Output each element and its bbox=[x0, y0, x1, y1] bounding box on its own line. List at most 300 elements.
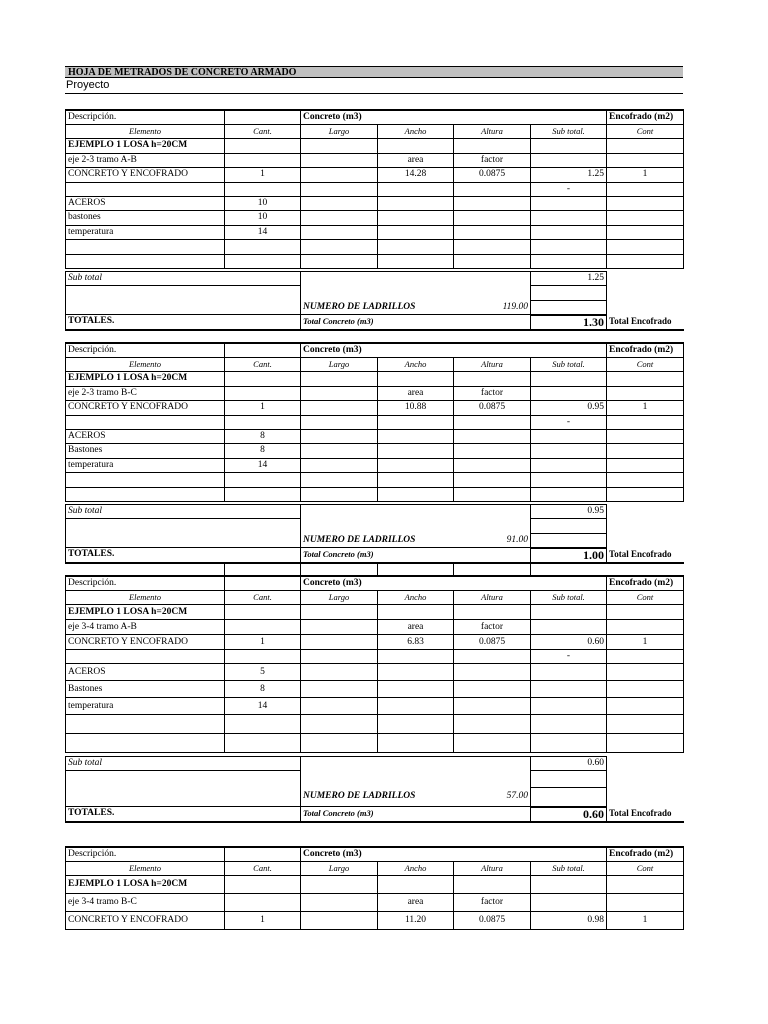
empty-cell bbox=[301, 196, 378, 211]
empty-cell bbox=[607, 372, 684, 387]
block-table bbox=[65, 342, 684, 577]
empty-cell bbox=[225, 605, 301, 620]
descripcion-header: Descripción. bbox=[66, 110, 225, 125]
altura-header: Altura bbox=[454, 125, 531, 139]
area-label: area bbox=[378, 894, 454, 912]
table-row bbox=[66, 225, 684, 240]
empty-cell bbox=[378, 681, 454, 698]
empty-cell bbox=[454, 473, 531, 488]
item-subtotal: 0.98 bbox=[531, 912, 607, 930]
empty-cell bbox=[531, 734, 607, 753]
empty-cell bbox=[66, 715, 225, 734]
empty-cell bbox=[225, 576, 301, 591]
empty-cell bbox=[301, 894, 378, 912]
ladrillos-value: 57.00 bbox=[506, 791, 528, 802]
item-ancho: 10.88 bbox=[378, 401, 454, 416]
total-concreto-label: Total Concreto (m3) bbox=[301, 315, 531, 330]
block-table bbox=[65, 109, 684, 331]
item-ancho: 14.28 bbox=[378, 168, 454, 183]
ancho-header: Ancho bbox=[378, 358, 454, 372]
altura-header: Altura bbox=[454, 358, 531, 372]
table-row bbox=[66, 168, 684, 183]
empty-cell bbox=[454, 415, 531, 429]
elemento-header: Elemento bbox=[66, 591, 225, 605]
table-row bbox=[66, 240, 684, 255]
empty-cell bbox=[378, 225, 454, 240]
empty-cell bbox=[607, 386, 684, 401]
empty-cell bbox=[301, 876, 378, 894]
aceros-label: ACEROS bbox=[66, 664, 225, 681]
empty-cell bbox=[454, 698, 531, 715]
empty-cell bbox=[378, 182, 454, 196]
empty-cell bbox=[225, 415, 301, 429]
empty-cell bbox=[531, 894, 607, 912]
empty-cell bbox=[454, 757, 531, 771]
table-row bbox=[66, 757, 684, 771]
table-row bbox=[66, 386, 684, 401]
total-encofrado-label: Total Encofrado bbox=[607, 807, 684, 822]
numero-ladrillos-label: NUMERO DE LADRILLOS bbox=[303, 534, 416, 545]
ejemplo-label: EJEMPLO 1 LOSA h=20CM bbox=[66, 605, 225, 620]
empty-cell bbox=[301, 240, 378, 255]
table-row bbox=[66, 415, 684, 429]
ejemplo-label: EJEMPLO 1 LOSA h=20CM bbox=[66, 876, 225, 894]
empty-cell bbox=[607, 429, 684, 444]
table-row bbox=[66, 125, 684, 139]
empty-cell bbox=[607, 458, 684, 473]
empty-cell bbox=[378, 415, 454, 429]
table-row bbox=[66, 807, 684, 822]
empty-cell bbox=[531, 698, 607, 715]
empty-cell bbox=[378, 605, 454, 620]
empty-cell bbox=[454, 372, 531, 387]
aceros-label: ACEROS bbox=[66, 429, 225, 444]
empty-cell bbox=[301, 458, 378, 473]
empty-cell bbox=[607, 225, 684, 240]
empty-cell bbox=[66, 534, 301, 548]
empty-cell bbox=[301, 681, 378, 698]
empty-cell bbox=[454, 225, 531, 240]
table-row bbox=[66, 272, 684, 286]
empty-cell bbox=[454, 444, 531, 459]
empty-cell bbox=[378, 505, 454, 519]
empty-cell bbox=[301, 635, 378, 650]
item-ancho: 11.20 bbox=[378, 912, 454, 930]
empty-cell bbox=[225, 110, 301, 125]
ancho-header: Ancho bbox=[378, 591, 454, 605]
subtotal-label: Sub total bbox=[66, 505, 301, 519]
table-row bbox=[66, 650, 684, 664]
temperatura-value: 14 bbox=[225, 225, 301, 240]
table-row bbox=[66, 912, 684, 930]
block-table bbox=[65, 575, 684, 823]
empty-cell bbox=[378, 254, 454, 269]
empty-cell bbox=[607, 605, 684, 620]
area-label: area bbox=[378, 153, 454, 168]
empty-cell bbox=[454, 254, 531, 269]
empty-cell bbox=[301, 225, 378, 240]
empty-cell bbox=[301, 372, 378, 387]
empty-cell bbox=[454, 876, 531, 894]
subtotal-header: Sub total. bbox=[531, 591, 607, 605]
table-row bbox=[66, 635, 684, 650]
empty-cell bbox=[225, 620, 301, 635]
empty-cell bbox=[531, 254, 607, 269]
table-row bbox=[66, 664, 684, 681]
empty-cell bbox=[607, 715, 684, 734]
area-label: area bbox=[378, 620, 454, 635]
subtotal-value: 0.95 bbox=[531, 505, 607, 519]
aceros-value: 8 bbox=[225, 429, 301, 444]
descripcion-header: Descripción. bbox=[66, 847, 225, 862]
empty-cell bbox=[225, 715, 301, 734]
empty-cell bbox=[66, 240, 225, 255]
empty-cell bbox=[607, 153, 684, 168]
item-cont: 1 bbox=[607, 168, 684, 183]
empty-cell bbox=[607, 182, 684, 196]
empty-cell bbox=[378, 876, 454, 894]
total-encofrado-label: Total Encofrado bbox=[607, 548, 684, 563]
empty-cell bbox=[301, 473, 378, 488]
empty-cell bbox=[66, 301, 301, 315]
eje-label: eje 2-3 tramo A-B bbox=[66, 153, 225, 168]
empty-cell bbox=[378, 715, 454, 734]
empty-cell bbox=[607, 139, 684, 154]
empty-cell bbox=[301, 757, 378, 771]
empty-cell bbox=[378, 372, 454, 387]
item-subtotal: 0.60 bbox=[531, 635, 607, 650]
eje-label: eje 3-4 tramo A-B bbox=[66, 620, 225, 635]
empty-cell bbox=[301, 505, 378, 519]
empty-cell bbox=[66, 286, 301, 301]
item-altura: 0.0875 bbox=[454, 401, 531, 416]
cont-header: Cont bbox=[607, 591, 684, 605]
block-table bbox=[65, 846, 684, 930]
bastones-label: Bastones bbox=[66, 444, 225, 459]
table-row bbox=[66, 788, 684, 807]
empty-cell bbox=[301, 664, 378, 681]
item-altura: 0.0875 bbox=[454, 168, 531, 183]
cont-header: Cont bbox=[607, 358, 684, 372]
table-row bbox=[66, 505, 684, 519]
aceros-label: ACEROS bbox=[66, 196, 225, 211]
empty-cell bbox=[531, 211, 607, 226]
aceros-value: 5 bbox=[225, 664, 301, 681]
table-row bbox=[66, 401, 684, 416]
cont-header: Cont bbox=[607, 862, 684, 876]
empty-cell bbox=[301, 620, 378, 635]
subtotal-value: 1.25 bbox=[531, 272, 607, 286]
empty-cell bbox=[454, 734, 531, 753]
total-concreto-label: Total Concreto (m3) bbox=[301, 807, 531, 822]
total-concreto-value: 1.00 bbox=[531, 548, 607, 563]
table-row bbox=[66, 591, 684, 605]
largo-header: Largo bbox=[301, 862, 378, 876]
empty-cell bbox=[378, 139, 454, 154]
item-cant: 1 bbox=[225, 912, 301, 930]
bastones-label: bastones bbox=[66, 211, 225, 226]
item-cant: 1 bbox=[225, 635, 301, 650]
empty-cell bbox=[301, 401, 378, 416]
empty-cell bbox=[378, 240, 454, 255]
project-label: Proyecto bbox=[66, 79, 110, 91]
empty-cell bbox=[607, 734, 684, 753]
empty-cell bbox=[225, 139, 301, 154]
table-row bbox=[66, 771, 684, 788]
empty-cell bbox=[378, 473, 454, 488]
empty-cell bbox=[378, 196, 454, 211]
table-row bbox=[66, 153, 684, 168]
table-row bbox=[66, 139, 684, 154]
empty-cell bbox=[531, 876, 607, 894]
factor-label: factor bbox=[454, 894, 531, 912]
bastones-value: 10 bbox=[225, 211, 301, 226]
concreto-header: Concreto (m3) bbox=[301, 110, 607, 125]
empty-cell bbox=[454, 196, 531, 211]
table-row bbox=[66, 548, 684, 563]
table-row bbox=[66, 894, 684, 912]
empty-cell bbox=[301, 444, 378, 459]
table-row bbox=[66, 519, 684, 534]
empty-cell bbox=[531, 487, 607, 502]
empty-cell bbox=[378, 458, 454, 473]
empty-cell bbox=[378, 211, 454, 226]
table-row bbox=[66, 444, 684, 459]
table-row bbox=[66, 487, 684, 502]
total-concreto-label: Total Concreto (m3) bbox=[301, 548, 531, 563]
table-row bbox=[66, 358, 684, 372]
item-label: CONCRETO Y ENCOFRADO bbox=[66, 168, 225, 183]
table-row bbox=[66, 211, 684, 226]
empty-cell bbox=[531, 429, 607, 444]
empty-cell bbox=[66, 487, 225, 502]
empty-cell bbox=[301, 650, 378, 664]
table-row bbox=[66, 343, 684, 358]
empty-cell bbox=[531, 286, 607, 301]
ladrillos-value: 119.00 bbox=[502, 301, 528, 312]
sheet-title: HOJA DE METRADOS DE CONCRETO ARMADO bbox=[65, 66, 683, 78]
empty-cell bbox=[531, 153, 607, 168]
empty-cell bbox=[225, 894, 301, 912]
empty-cell bbox=[531, 664, 607, 681]
empty-cell bbox=[301, 386, 378, 401]
ancho-header: Ancho bbox=[378, 125, 454, 139]
temperatura-value: 14 bbox=[225, 698, 301, 715]
cont-header: Cont bbox=[607, 125, 684, 139]
empty-cell bbox=[225, 876, 301, 894]
item-cant: 1 bbox=[225, 168, 301, 183]
table-row bbox=[66, 458, 684, 473]
empty-cell bbox=[66, 650, 225, 664]
empty-cell bbox=[378, 272, 454, 286]
dash-mark: - bbox=[531, 182, 607, 196]
temperatura-label: temperatura bbox=[66, 458, 225, 473]
empty-cell bbox=[225, 372, 301, 387]
table-row bbox=[66, 372, 684, 387]
totales-label: TOTALES. bbox=[66, 548, 301, 563]
empty-cell bbox=[225, 847, 301, 862]
cant-header: Cant. bbox=[225, 125, 301, 139]
encofrado-header: Encofrado (m2) bbox=[607, 110, 684, 125]
empty-cell bbox=[454, 605, 531, 620]
item-cant: 1 bbox=[225, 401, 301, 416]
empty-cell bbox=[301, 715, 378, 734]
factor-label: factor bbox=[454, 620, 531, 635]
empty-cell bbox=[454, 715, 531, 734]
empty-cell bbox=[607, 196, 684, 211]
bastones-label: Bastones bbox=[66, 681, 225, 698]
empty-cell bbox=[531, 788, 607, 807]
empty-cell bbox=[301, 254, 378, 269]
empty-cell bbox=[607, 876, 684, 894]
temperatura-label: temperatura bbox=[66, 698, 225, 715]
empty-cell bbox=[225, 182, 301, 196]
table-row bbox=[66, 110, 684, 125]
concreto-header: Concreto (m3) bbox=[301, 343, 607, 358]
eje-label: eje 3-4 tramo B-C bbox=[66, 894, 225, 912]
empty-cell bbox=[531, 458, 607, 473]
table-row bbox=[66, 876, 684, 894]
empty-cell bbox=[301, 211, 378, 226]
bastones-value: 8 bbox=[225, 444, 301, 459]
empty-cell bbox=[607, 415, 684, 429]
descripcion-header: Descripción. bbox=[66, 343, 225, 358]
empty-cell bbox=[301, 487, 378, 502]
encofrado-header: Encofrado (m2) bbox=[607, 343, 684, 358]
divider bbox=[65, 93, 683, 94]
table-row bbox=[66, 734, 684, 753]
empty-cell bbox=[531, 372, 607, 387]
concreto-header: Concreto (m3) bbox=[301, 576, 607, 591]
empty-cell bbox=[454, 211, 531, 226]
item-label: CONCRETO Y ENCOFRADO bbox=[66, 912, 225, 930]
ejemplo-label: EJEMPLO 1 LOSA h=20CM bbox=[66, 139, 225, 154]
empty-cell bbox=[378, 757, 454, 771]
table-row bbox=[66, 286, 684, 301]
empty-cell bbox=[607, 240, 684, 255]
empty-cell bbox=[225, 254, 301, 269]
empty-cell bbox=[66, 473, 225, 488]
elemento-header: Elemento bbox=[66, 125, 225, 139]
numero-ladrillos-label: NUMERO DE LADRILLOS bbox=[303, 301, 416, 312]
table-row bbox=[66, 698, 684, 715]
factor-label: factor bbox=[454, 153, 531, 168]
item-altura: 0.0875 bbox=[454, 635, 531, 650]
empty-cell bbox=[607, 698, 684, 715]
total-concreto-value: 0.60 bbox=[531, 807, 607, 822]
empty-cell bbox=[378, 650, 454, 664]
largo-header: Largo bbox=[301, 358, 378, 372]
empty-cell bbox=[301, 912, 378, 930]
empty-cell bbox=[454, 681, 531, 698]
temperatura-label: temperatura bbox=[66, 225, 225, 240]
altura-header: Altura bbox=[454, 591, 531, 605]
table-row bbox=[66, 847, 684, 862]
empty-cell bbox=[301, 605, 378, 620]
largo-header: Largo bbox=[301, 591, 378, 605]
empty-cell bbox=[378, 698, 454, 715]
aceros-value: 10 bbox=[225, 196, 301, 211]
bastones-value: 8 bbox=[225, 681, 301, 698]
table-row bbox=[66, 534, 684, 548]
empty-cell bbox=[607, 664, 684, 681]
empty-cell bbox=[454, 458, 531, 473]
empty-cell bbox=[66, 734, 225, 753]
subtotal-value: 0.60 bbox=[531, 757, 607, 771]
table-row bbox=[66, 715, 684, 734]
empty-cell bbox=[378, 429, 454, 444]
empty-cell bbox=[225, 473, 301, 488]
item-ancho: 6.83 bbox=[378, 635, 454, 650]
empty-cell bbox=[531, 444, 607, 459]
empty-cell bbox=[607, 894, 684, 912]
empty-cell bbox=[225, 343, 301, 358]
numero-ladrillos-label: NUMERO DE LADRILLOS bbox=[303, 791, 416, 802]
empty-cell bbox=[531, 534, 607, 548]
empty-cell bbox=[454, 429, 531, 444]
elemento-header: Elemento bbox=[66, 862, 225, 876]
table-row bbox=[66, 862, 684, 876]
empty-cell bbox=[607, 650, 684, 664]
empty-cell bbox=[531, 715, 607, 734]
item-subtotal: 1.25 bbox=[531, 168, 607, 183]
item-label: CONCRETO Y ENCOFRADO bbox=[66, 401, 225, 416]
dash-mark: - bbox=[531, 650, 607, 664]
empty-cell bbox=[531, 771, 607, 788]
altura-header: Altura bbox=[454, 862, 531, 876]
item-altura: 0.0875 bbox=[454, 912, 531, 930]
empty-cell bbox=[454, 272, 531, 286]
table-row bbox=[66, 576, 684, 591]
empty-cell bbox=[607, 444, 684, 459]
largo-header: Largo bbox=[301, 125, 378, 139]
empty-cell bbox=[66, 519, 301, 534]
empty-cell bbox=[454, 505, 531, 519]
empty-cell bbox=[531, 386, 607, 401]
area-label: area bbox=[378, 386, 454, 401]
empty-cell bbox=[531, 301, 607, 315]
item-cont: 1 bbox=[607, 912, 684, 930]
ancho-header: Ancho bbox=[378, 862, 454, 876]
subtotal-label: Sub total bbox=[66, 272, 301, 286]
subtotal-header: Sub total. bbox=[531, 862, 607, 876]
empty-cell bbox=[607, 487, 684, 502]
empty-cell bbox=[454, 139, 531, 154]
empty-cell bbox=[225, 240, 301, 255]
cant-header: Cant. bbox=[225, 591, 301, 605]
empty-cell bbox=[225, 153, 301, 168]
temperatura-value: 14 bbox=[225, 458, 301, 473]
empty-cell bbox=[301, 153, 378, 168]
cant-header: Cant. bbox=[225, 358, 301, 372]
totales-label: TOTALES. bbox=[66, 807, 301, 822]
subtotal-header: Sub total. bbox=[531, 358, 607, 372]
empty-cell bbox=[607, 211, 684, 226]
table-row bbox=[66, 315, 684, 330]
subtotal-header: Sub total. bbox=[531, 125, 607, 139]
empty-cell bbox=[378, 664, 454, 681]
empty-cell bbox=[531, 139, 607, 154]
factor-label: factor bbox=[454, 386, 531, 401]
descripcion-header: Descripción. bbox=[66, 576, 225, 591]
empty-cell bbox=[531, 473, 607, 488]
table-row bbox=[66, 620, 684, 635]
empty-cell bbox=[225, 487, 301, 502]
empty-cell bbox=[378, 444, 454, 459]
elemento-header: Elemento bbox=[66, 358, 225, 372]
empty-cell bbox=[607, 620, 684, 635]
empty-cell bbox=[66, 254, 225, 269]
